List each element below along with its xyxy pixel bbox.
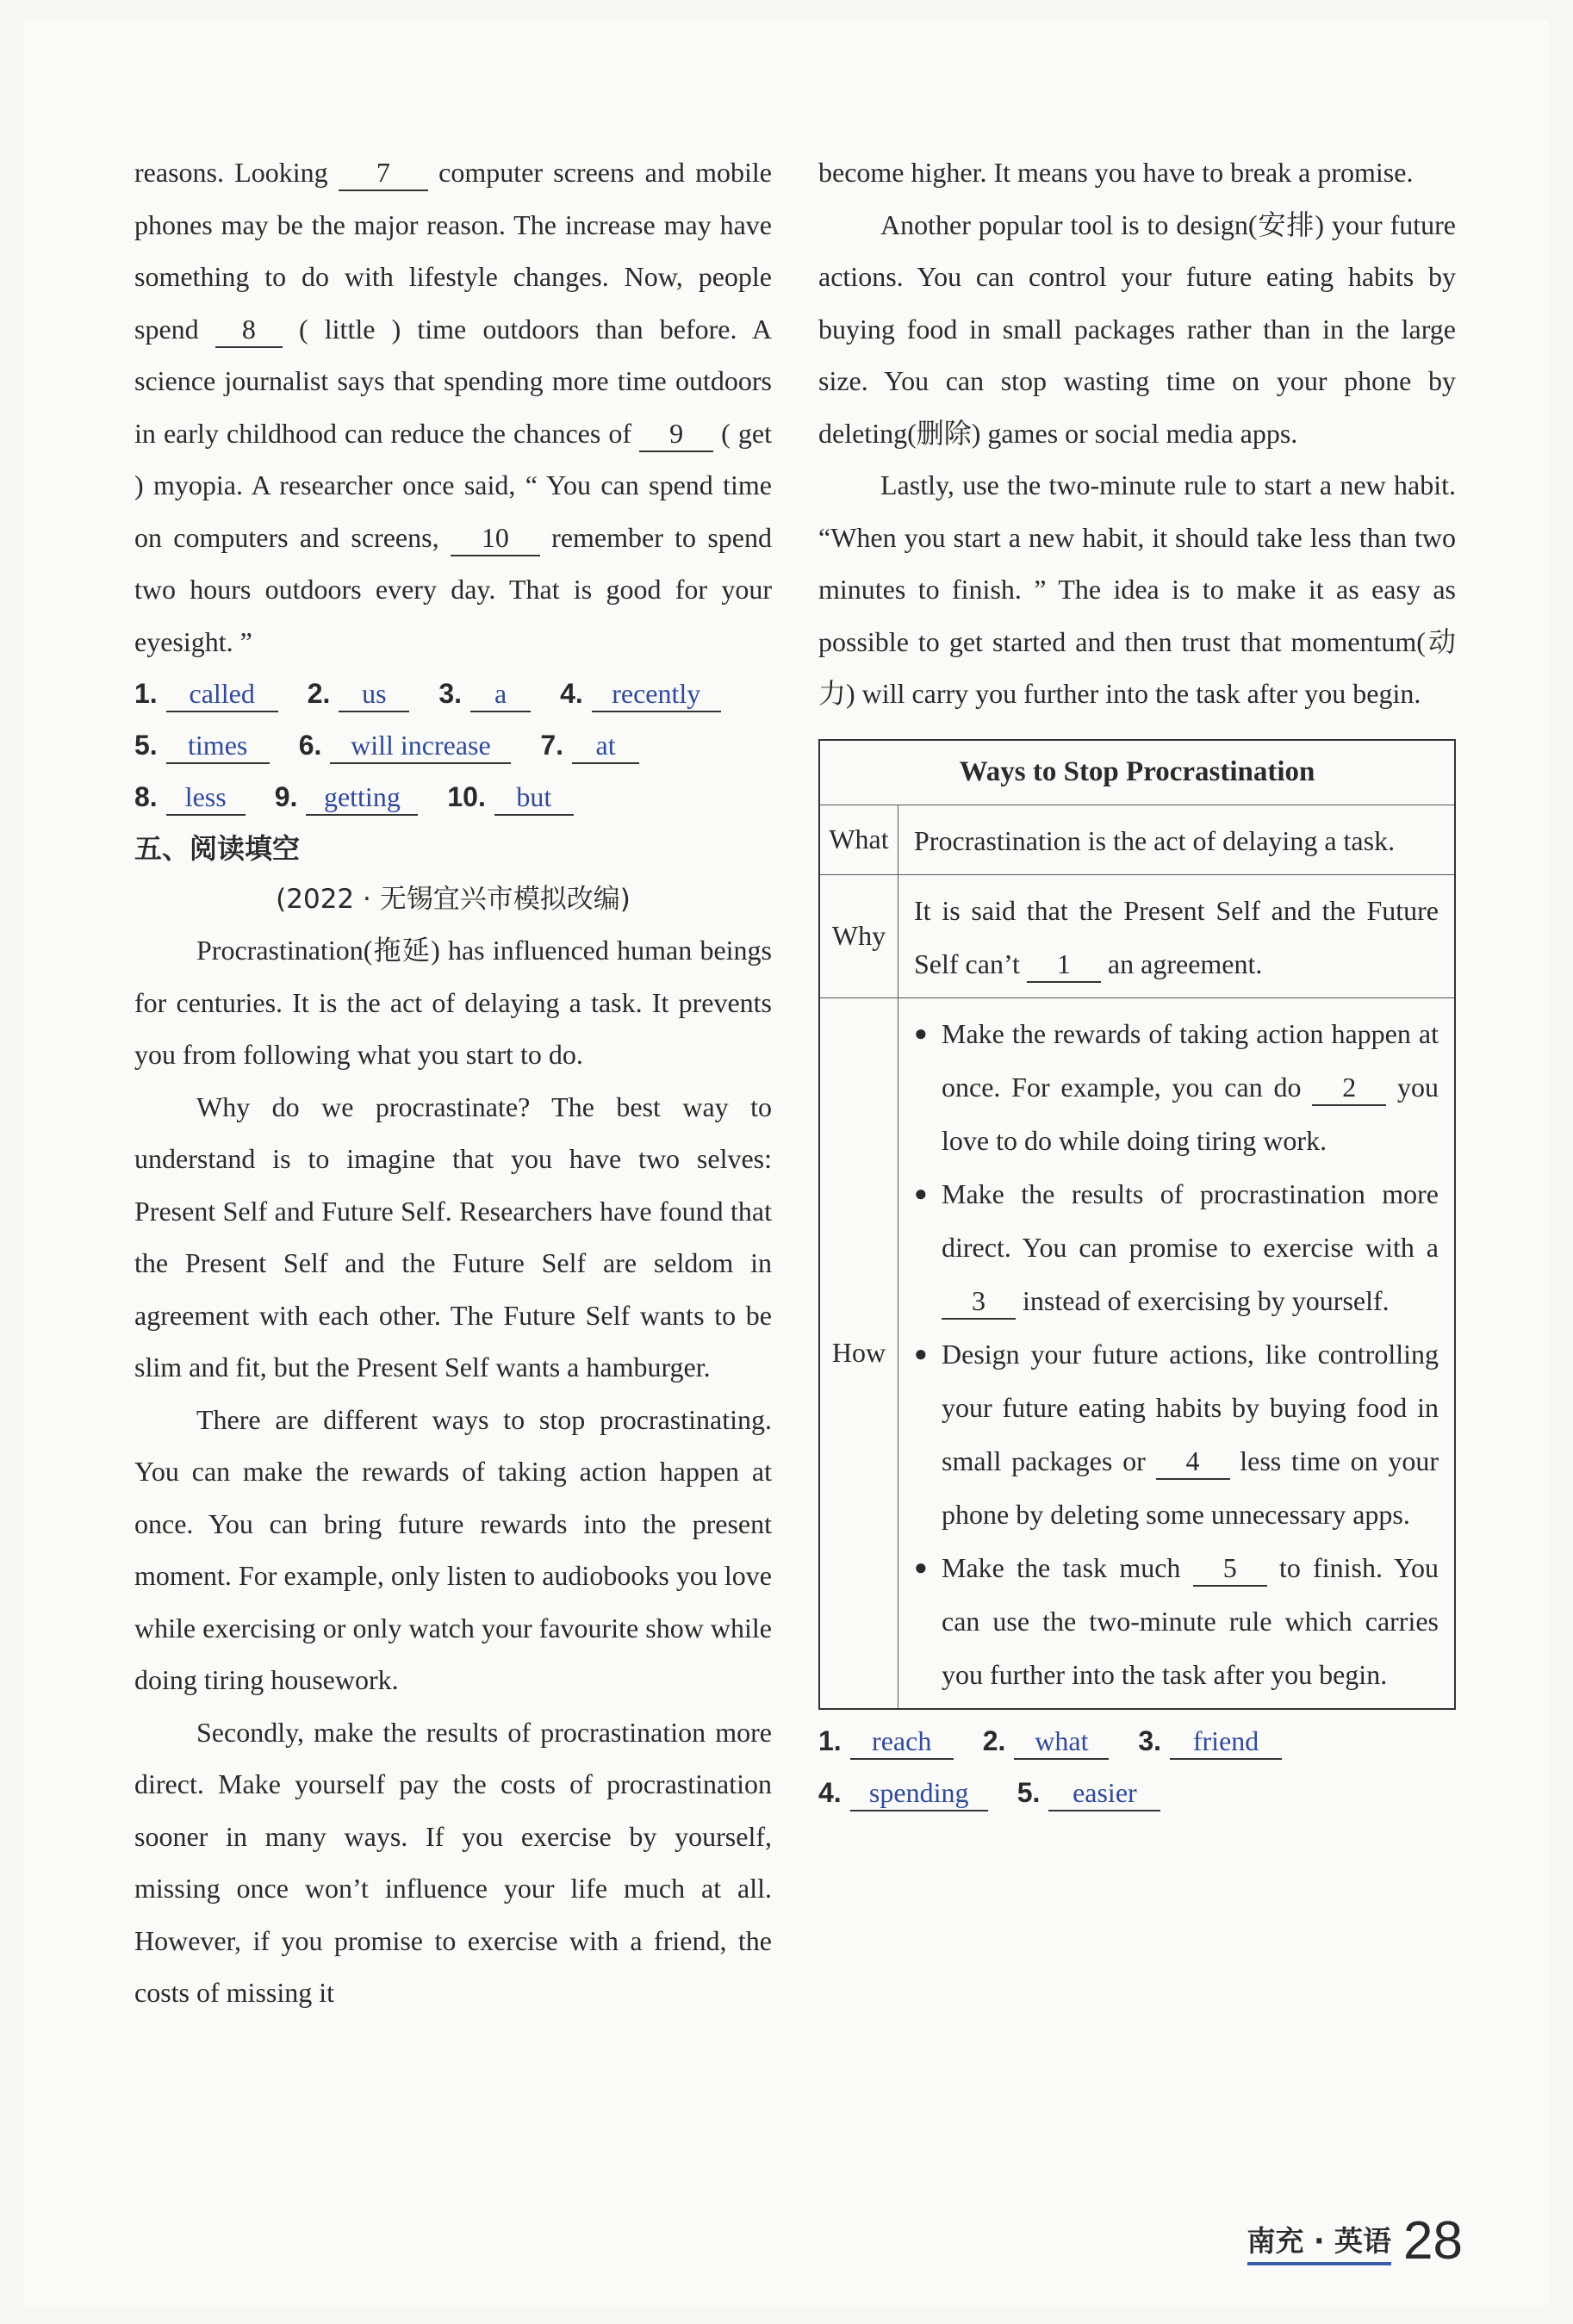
bullet-icon: ● [914, 1180, 928, 1206]
paragraph: Why do we procrastinate? The best way to understand is to imagine that you have two selves: Present Self and Future Self. Researchers have found that the Present Self and the Future Self are seldom in agreement with each other. The Future Self wants to be slim and fit, but the Present Self wants a hamburger. [134, 1091, 772, 1383]
section-title: 五、阅读填空 [134, 832, 301, 865]
answer-item: 5. times [134, 719, 270, 771]
answer-value: called [166, 676, 278, 712]
blank-10[interactable]: 10 [451, 520, 540, 556]
answer-item: 6. will increase [299, 719, 512, 771]
source-note: (2022 · 无锡宜兴市模拟改编) [276, 884, 631, 915]
paragraph: Another popular tool is to design(安排) your future actions. You can control your future eating habits by buying food in small packages rather than in the large size. You can stop wasting time on your phone by deleting(删除) games or social media apps. [818, 208, 1456, 449]
answer-item: 9. getting [275, 771, 419, 823]
row-label: How [819, 997, 898, 1709]
answer-item: 4. recently [560, 668, 721, 719]
answer-value: what [1014, 1724, 1109, 1760]
row-label: What [819, 805, 898, 874]
table-title: Ways to Stop Procrastination [819, 740, 1455, 805]
left-column [134, 146, 772, 2019]
book-label: 南充 · 英语 [1247, 2224, 1392, 2265]
answer-row [134, 719, 772, 771]
bullet-icon: ● [914, 1554, 928, 1580]
answer-item: 10. but [447, 771, 573, 823]
table-row-how [819, 997, 1455, 1709]
blank-7[interactable]: 7 [339, 155, 428, 191]
answer-row [134, 771, 772, 823]
answer-row [134, 668, 772, 719]
table-row-what [819, 805, 1455, 874]
bullet-icon: ● [914, 1020, 928, 1046]
paragraph: Procrastination(拖延) has influenced human beings for centuries. It is the act of delaying a task. It prevents you from following what you start to do. [134, 935, 772, 1070]
answer-item: 3. a [438, 668, 531, 719]
blank-3[interactable]: 3 [942, 1283, 1016, 1320]
blank-8[interactable]: 8 [215, 312, 283, 348]
bullet-icon: ● [914, 1340, 928, 1366]
answer-value: reach [850, 1724, 954, 1760]
blank-4[interactable]: 4 [1156, 1444, 1230, 1480]
blank-5[interactable]: 5 [1193, 1550, 1267, 1587]
answer-item: 2. what [983, 1715, 1110, 1767]
paragraph: Secondly, make the results of procrastination more direct. Make yourself pay the costs of procrastination sooner in many ways. If you exercise by yourself, missing once won’t influence your life much at all. However, if you promise to exercise with a friend, the costs of missing it [134, 1716, 772, 2008]
paragraph: Lastly, use the two-minute rule to start a new habit. “When you start a new habit, it should take less than two minutes to finish. ” The idea is to make it as easy as possible to get started and then trust that momentum(动力) will carry you further into the task after you begin. [818, 469, 1456, 709]
blank-9[interactable]: 9 [639, 416, 713, 452]
list-item: ● Make the results of procrastination more direct. You can promise to exercise with a 3 instead of exercising by yourself. [914, 1167, 1439, 1327]
answer-value: a [470, 676, 531, 712]
answer-item: 1. reach [818, 1715, 954, 1767]
right-column [818, 146, 1456, 1818]
answer-value: us [339, 676, 409, 712]
answer-value: but [494, 780, 574, 816]
answer-value: at [572, 728, 639, 764]
answer-item: 3. friend [1138, 1715, 1282, 1767]
list-item: ● Make the rewards of taking action happen at once. For example, you can do 2 you love to do while doing tiring work. [914, 1007, 1439, 1167]
row-content: Procrastination is the act of delaying a task. [898, 805, 1456, 874]
answer-item: 5. easier [1017, 1767, 1161, 1818]
blank-2[interactable]: 2 [1312, 1070, 1386, 1106]
answer-item: 1. called [134, 668, 278, 719]
answer-value: times [166, 728, 270, 764]
answer-row [818, 1715, 1456, 1767]
answer-value: friend [1170, 1724, 1282, 1760]
page-footer [1247, 2211, 1463, 2271]
answer-value: getting [306, 780, 418, 816]
answer-item: 4. spending [818, 1767, 988, 1818]
answer-block-1 [134, 668, 772, 823]
page-number: 28 [1403, 2211, 1463, 2271]
answer-item: 7. at [540, 719, 639, 771]
answer-value: easier [1048, 1775, 1160, 1811]
passage-continuation: reasons. Looking 7 computer screens and mobile phones may be the major reason. The increase may have something to do with lifestyle changes. Now, people spend 8 ( little ) time outdoors than before. A science journalist says that spending more time outdoors in early childhood can reduce the chances of 9 ( get ) myopia. A researcher once said, “ You can spend time on computers and screens, 10 remember to spend two hours outdoors every day. That is good for your eyesight. ” [134, 157, 773, 657]
answer-value: less [166, 780, 246, 816]
row-content [898, 997, 1456, 1709]
paragraph: There are different ways to stop procrastinating. You can make the rewards of taking action happen at once. You can bring future rewards into the present moment. For example, only listen to audiobooks you love while exercising or only watch your favourite show while doing tiring housework. [134, 1403, 772, 1695]
answer-value: will increase [330, 728, 511, 764]
blank-1[interactable]: 1 [1027, 947, 1101, 983]
paragraph: become higher. It means you have to break a promise. [818, 157, 1414, 188]
answer-item: 2. us [308, 668, 410, 719]
list-item: ● Design your future actions, like controlling your future eating habits by buying food in small packages or 4 less time on your phone by deleting some unnecessary apps. [914, 1327, 1439, 1541]
answer-value: spending [850, 1775, 988, 1811]
ways-table [818, 739, 1456, 1710]
table-row-why [819, 874, 1455, 997]
answer-item: 8. less [134, 771, 246, 823]
row-label: Why [819, 874, 898, 997]
answer-row [818, 1767, 1456, 1818]
answer-value: recently [592, 676, 721, 712]
list-item: ● Make the task much 5 to finish. You can use the two-minute rule which carries you further into the task after you begin. [914, 1541, 1439, 1701]
answer-block-2 [818, 1715, 1456, 1818]
row-content: It is said that the Present Self and the Future Self can’t 1 an agreement. [898, 874, 1456, 997]
